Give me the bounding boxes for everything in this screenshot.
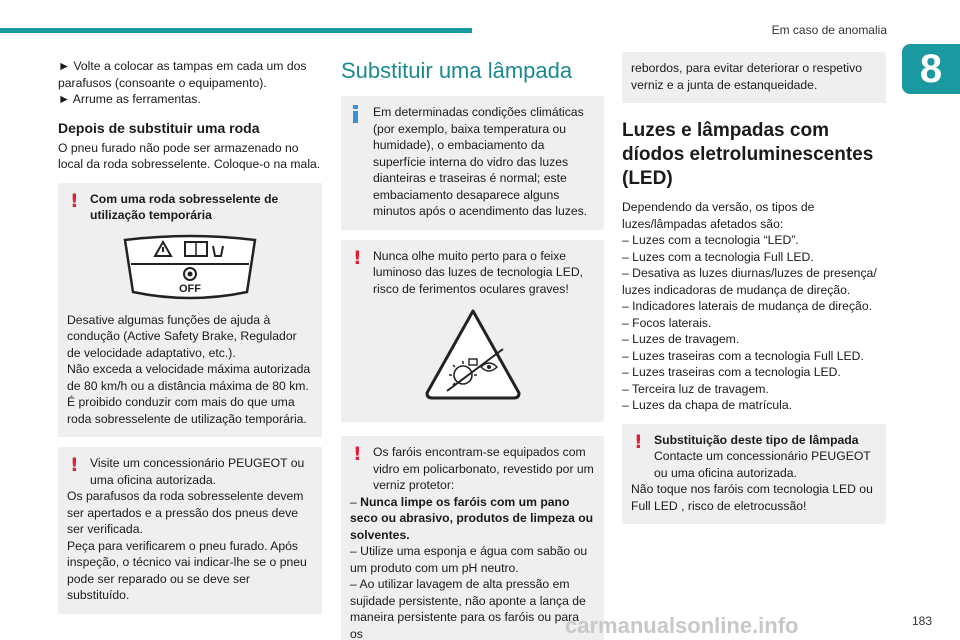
warning-paragraph: Nunca olhe muito perto para o feixe luminoso das luzes de tecnologia LED, risco de ferimentos oculares graves! xyxy=(373,248,584,296)
lamp-list xyxy=(622,232,886,414)
chapter-number-tab: 8 xyxy=(902,44,960,94)
no-look-led-icon xyxy=(423,307,523,402)
warning-paragraph: Não toque nos faróis com tecnologia LED ou Full LED , risco de eletrocussão! xyxy=(631,482,873,513)
list-item: – Terceira luz de travagem. xyxy=(622,381,769,396)
warning-box xyxy=(341,436,604,640)
warning-paragraph: É proibido conduzir com mais do que uma roda sobresselente de utilização temporária. xyxy=(67,395,307,426)
warning-bullet: – Ao utilizar lavagem de alta pressão em sujidade persistente, não aponte a lança de maneira persistente para os faróis ou para os xyxy=(350,577,586,640)
step-line: ► Volte a colocar as tampas em cada um dos parafusos (consoante o equipamento). xyxy=(58,59,307,90)
info-box xyxy=(341,96,604,230)
warning-box xyxy=(58,183,322,438)
warning-title: Substituição deste tipo de lâmpada xyxy=(654,432,859,447)
warning-paragraph: Não exceda a velocidade máxima autorizada de 80 km/h ou a distância máxima de 80 km. xyxy=(67,362,311,393)
header-accent-bar xyxy=(0,28,472,33)
dashboard-button-illustration xyxy=(67,234,313,302)
list-item: – Luzes traseiras com a tecnologia Full LED. xyxy=(622,348,864,363)
section-heading: Substituir uma lâmpada xyxy=(341,58,573,83)
column-left xyxy=(58,58,322,624)
warning-paragraph: Desative algumas funções de ajuda à condução (Active Safety Brake, Regulador de velocidade adaptativo, etc.). xyxy=(67,312,297,360)
warning-paragraph: Visite um concessionário PEUGEOT ou uma oficina autorizada. xyxy=(90,456,305,487)
warning-title: Com uma roda sobresselente de utilização temporária xyxy=(90,191,279,222)
section-heading: Luzes e lâmpadas com díodos eletroluminescentes (LED) xyxy=(622,120,874,189)
warning-paragraph: Peça para verificarem o pneu furado. Após inspeção, o técnico vai indicar-lhe se o pneu pode ser reparado ou se deve ser substituído. xyxy=(67,538,307,602)
page-header-title: Em caso de anomalia xyxy=(771,23,887,37)
column-middle xyxy=(341,58,604,640)
warning-box xyxy=(622,424,886,525)
warning-icon: ! xyxy=(353,246,362,269)
off-label: OFF xyxy=(179,282,201,295)
warning-icon: ! xyxy=(70,189,79,212)
step-line: ► Arrume as ferramentas. xyxy=(58,92,201,106)
warning-paragraph: Contacte um concessionário PEUGEOT ou uma oficina autorizada. xyxy=(654,449,871,480)
list-item: – Indicadores laterais de mudança de direção. xyxy=(622,299,872,313)
warning-paragraph: rebordos, para evitar deteriorar o respetivo verniz e a junta de estanqueidade. xyxy=(631,61,863,92)
warning-bullet xyxy=(350,494,595,544)
warning-box xyxy=(341,240,604,423)
info-paragraph: Em determinadas condições climáticas (por exemplo, baixa temperatura ou humidade), o embaciamento da superfície interna do vidro das luzes dianteiras e traseiras é normal; este embaciamento desaparece alguns minutos após o acendimento das luzes. xyxy=(373,105,588,218)
led-warning-illustration xyxy=(350,307,595,402)
continued-warning-box xyxy=(622,52,886,103)
warning-paragraph: Os parafusos da roda sobresselente devem ser apertados e a pressão dos pneus deve ser verificada. xyxy=(67,489,304,536)
list-item: – Luzes com a tecnologia “LED”. xyxy=(622,233,799,247)
bullet-dash: – xyxy=(350,494,361,509)
warning-paragraph: Os faróis encontram-se equipados com vidro em policarbonato, revestido por um verniz protetor: xyxy=(373,445,594,492)
warning-icon: ! xyxy=(353,443,362,465)
paragraph: Dependendo da versão, os tipos de luzes/lâmpadas afetados são: xyxy=(622,200,815,231)
warning-box xyxy=(58,447,322,614)
paragraph: O pneu furado não pode ser armazenado no local da roda sobresselente. Coloque-o na mala. xyxy=(58,140,321,171)
page-number: 183 xyxy=(912,614,933,628)
warning-icon: ! xyxy=(70,454,79,476)
column-right xyxy=(622,58,886,534)
list-item: – Luzes com a tecnologia Full LED. xyxy=(622,249,814,264)
list-item: – Luzes da chapa de matrícula. xyxy=(622,398,793,412)
list-item: – Luzes de travagem. xyxy=(622,332,740,346)
bullet-bold-text: Nunca limpe os faróis com um pano seco ou abrasivo, produtos de limpeza ou solventes. xyxy=(350,494,594,542)
section-heading: Depois de substituir uma roda xyxy=(58,119,260,136)
list-item: – Luzes traseiras com a tecnologia LED. xyxy=(622,365,841,379)
list-item: – Focos laterais. xyxy=(622,315,712,330)
warning-icon: ! xyxy=(634,430,643,453)
list-item: – Desativa as luzes diurnas/luzes de presença/ luzes indicadoras de mudança de direção. xyxy=(622,266,877,297)
esp-off-button-icon xyxy=(115,234,265,302)
info-icon xyxy=(353,105,358,123)
footer-watermark: carmanualsonline.info xyxy=(565,613,799,638)
warning-bullet: – Utilize uma esponja e água com sabão ou um produto com um pH neutro. xyxy=(350,544,588,575)
